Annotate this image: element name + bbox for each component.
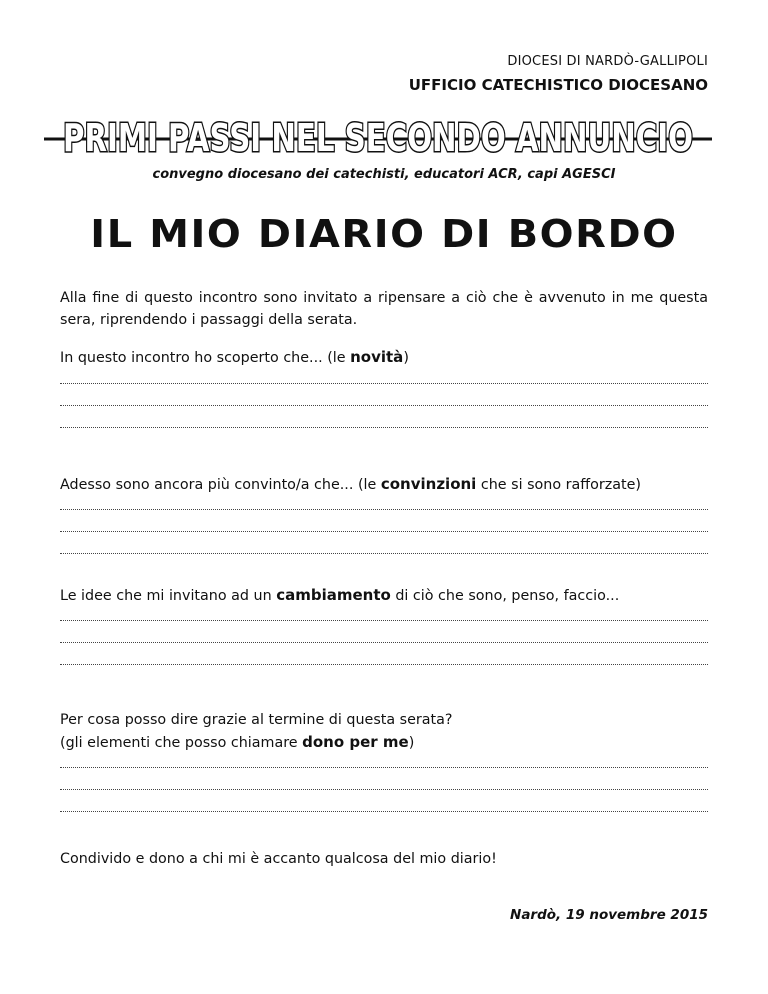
dateline: Nardò, 19 novembre 2015	[510, 907, 708, 923]
answer-line[interactable]	[60, 553, 708, 554]
page-title: IL MIO DIARIO DI BORDO	[90, 212, 678, 256]
answer-line[interactable]	[60, 664, 708, 665]
question-convinzioni	[60, 473, 708, 496]
question-text: In questo incontro ho scoperto che... (le	[60, 350, 351, 366]
question-keyword: dono per me	[302, 733, 409, 751]
closing-text: Condivido e dono a chi mi è accanto qualcosa del mio diario!	[60, 851, 497, 867]
answer-line[interactable]	[60, 620, 708, 621]
question-keyword: novità	[350, 348, 404, 366]
banner-title: PRIMI PASSI NEL SECONDO ANNUNCIO	[63, 116, 693, 160]
question-text: Per cosa posso dire grazie al termine di questa serata?	[60, 712, 453, 728]
answer-line[interactable]	[60, 767, 708, 768]
question-text: di ciò che sono, penso, faccio...	[390, 588, 620, 604]
answer-line[interactable]	[60, 427, 708, 428]
event-subtitle: convegno diocesano dei catechisti, educatori ACR, capi AGESCI	[152, 167, 616, 182]
question-dono	[60, 709, 708, 754]
question-keyword: cambiamento	[276, 586, 391, 604]
question-cambiamento	[60, 584, 708, 607]
question-text: Adesso sono ancora più convinto/a che... (le	[60, 477, 381, 493]
question-novita	[60, 346, 708, 369]
question-text: )	[403, 350, 409, 366]
question-text: Le idee che mi invitano ad un	[60, 588, 277, 604]
diocese-name: DIOCESI DI NARDÒ-GALLIPOLI	[507, 54, 708, 69]
question-text: che si sono rafforzate)	[476, 477, 642, 493]
answer-line[interactable]	[60, 383, 708, 384]
answer-line[interactable]	[60, 405, 708, 406]
intro-text: Alla fine di questo incontro sono invitato a ripensare a ciò che è avvenuto in me questa sera, riprendendo i passaggi della serata.	[60, 290, 708, 328]
question-text: (gli elementi che posso chiamare	[60, 735, 303, 751]
office-name: UFFICIO CATECHISTICO DIOCESANO	[408, 76, 708, 94]
question-text: )	[408, 735, 415, 751]
answer-line[interactable]	[60, 642, 708, 643]
answer-line[interactable]	[60, 509, 708, 510]
event-banner	[44, 112, 712, 162]
question-keyword: convinzioni	[380, 475, 477, 493]
answer-line[interactable]	[60, 531, 708, 532]
answer-line[interactable]	[60, 789, 708, 790]
answer-line[interactable]	[60, 811, 708, 812]
